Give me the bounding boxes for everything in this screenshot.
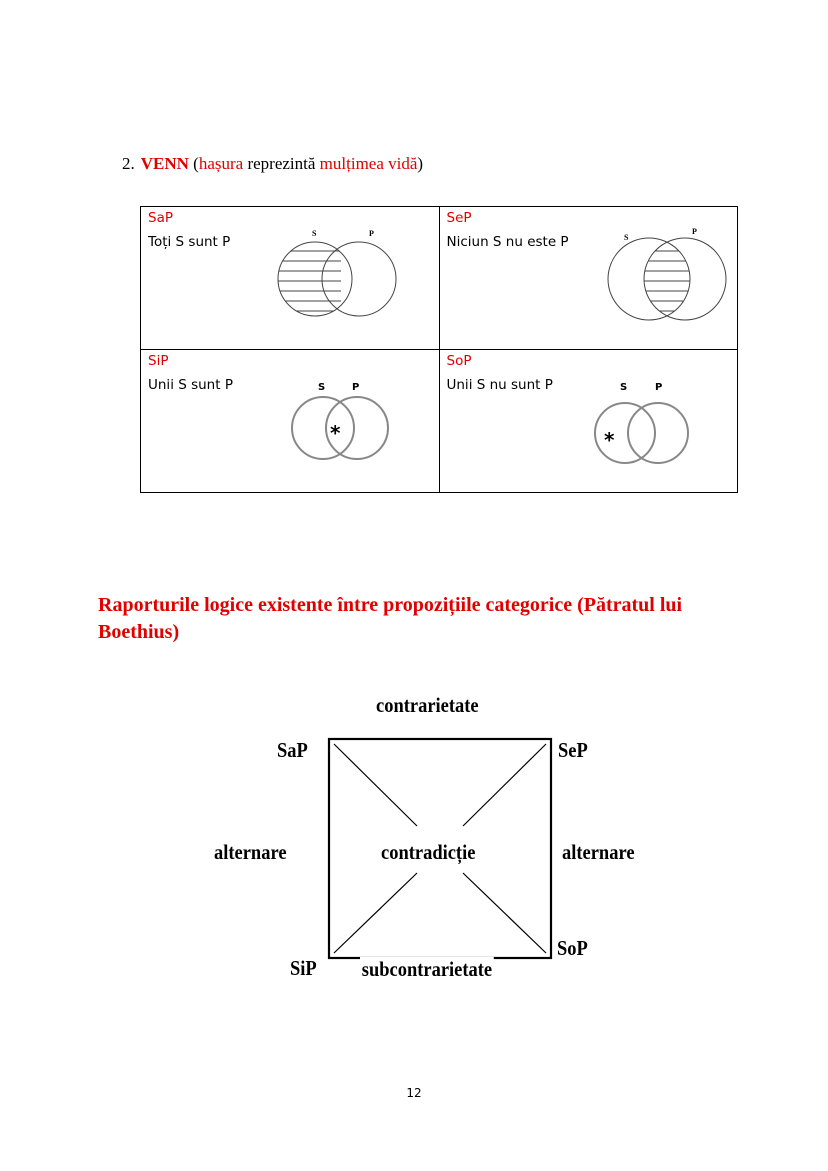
venn-label-s: S xyxy=(318,382,326,393)
venn-label-s: S xyxy=(619,382,627,393)
venn-label-s: S xyxy=(312,229,317,238)
diagonal-line xyxy=(334,744,417,826)
venn-label-p: P xyxy=(691,227,697,236)
venn-label-p: P xyxy=(369,229,374,238)
hasura-word: hașura xyxy=(198,154,244,173)
diagonal-line xyxy=(334,873,417,953)
label-contradictie: contradicție xyxy=(381,840,476,864)
corner-sip: SiP xyxy=(290,956,317,980)
venn-label-p: P xyxy=(352,382,360,393)
corner-sep: SeP xyxy=(558,738,588,762)
cell-text: Niciun S nu este P xyxy=(446,234,569,250)
cell-text: Unii S sunt P xyxy=(148,377,233,393)
label-alternare-left: alternare xyxy=(214,840,287,864)
multimea-vida-words: mulțimea vidă xyxy=(319,154,418,173)
existence-mark: * xyxy=(330,421,341,445)
diagonal-line xyxy=(463,873,546,953)
corner-sop: SoP xyxy=(557,936,588,960)
existence-mark: * xyxy=(603,428,614,452)
cell-code: SiP xyxy=(148,353,169,369)
venn-label: VENN xyxy=(140,154,189,173)
diagonal-line xyxy=(463,744,546,826)
cell-code: SoP xyxy=(446,353,472,369)
section-title: Raporturile logice existente între propozițiile categorice (Pătratul lui Boethius) xyxy=(98,594,683,643)
reprezinta-word: reprezintă xyxy=(247,154,316,173)
list-number: 2. xyxy=(122,154,135,173)
label-alternare-right: alternare xyxy=(562,840,635,864)
page-number: 12 xyxy=(406,1086,422,1100)
venn-label-s: S xyxy=(623,233,628,242)
paren-open: ( xyxy=(193,154,199,173)
paren-close: ) xyxy=(417,154,424,173)
cell-text: Toți S sunt P xyxy=(148,234,231,250)
label-contrarietate: contrarietate xyxy=(376,693,479,717)
venn-label-p: P xyxy=(654,382,662,393)
cell-text: Unii S nu sunt P xyxy=(446,377,553,393)
cell-code: SeP xyxy=(446,210,472,226)
label-subcontrarietate: subcontrarietate xyxy=(361,957,493,981)
corner-sap: SaP xyxy=(277,738,308,762)
cell-code: SaP xyxy=(148,210,173,226)
